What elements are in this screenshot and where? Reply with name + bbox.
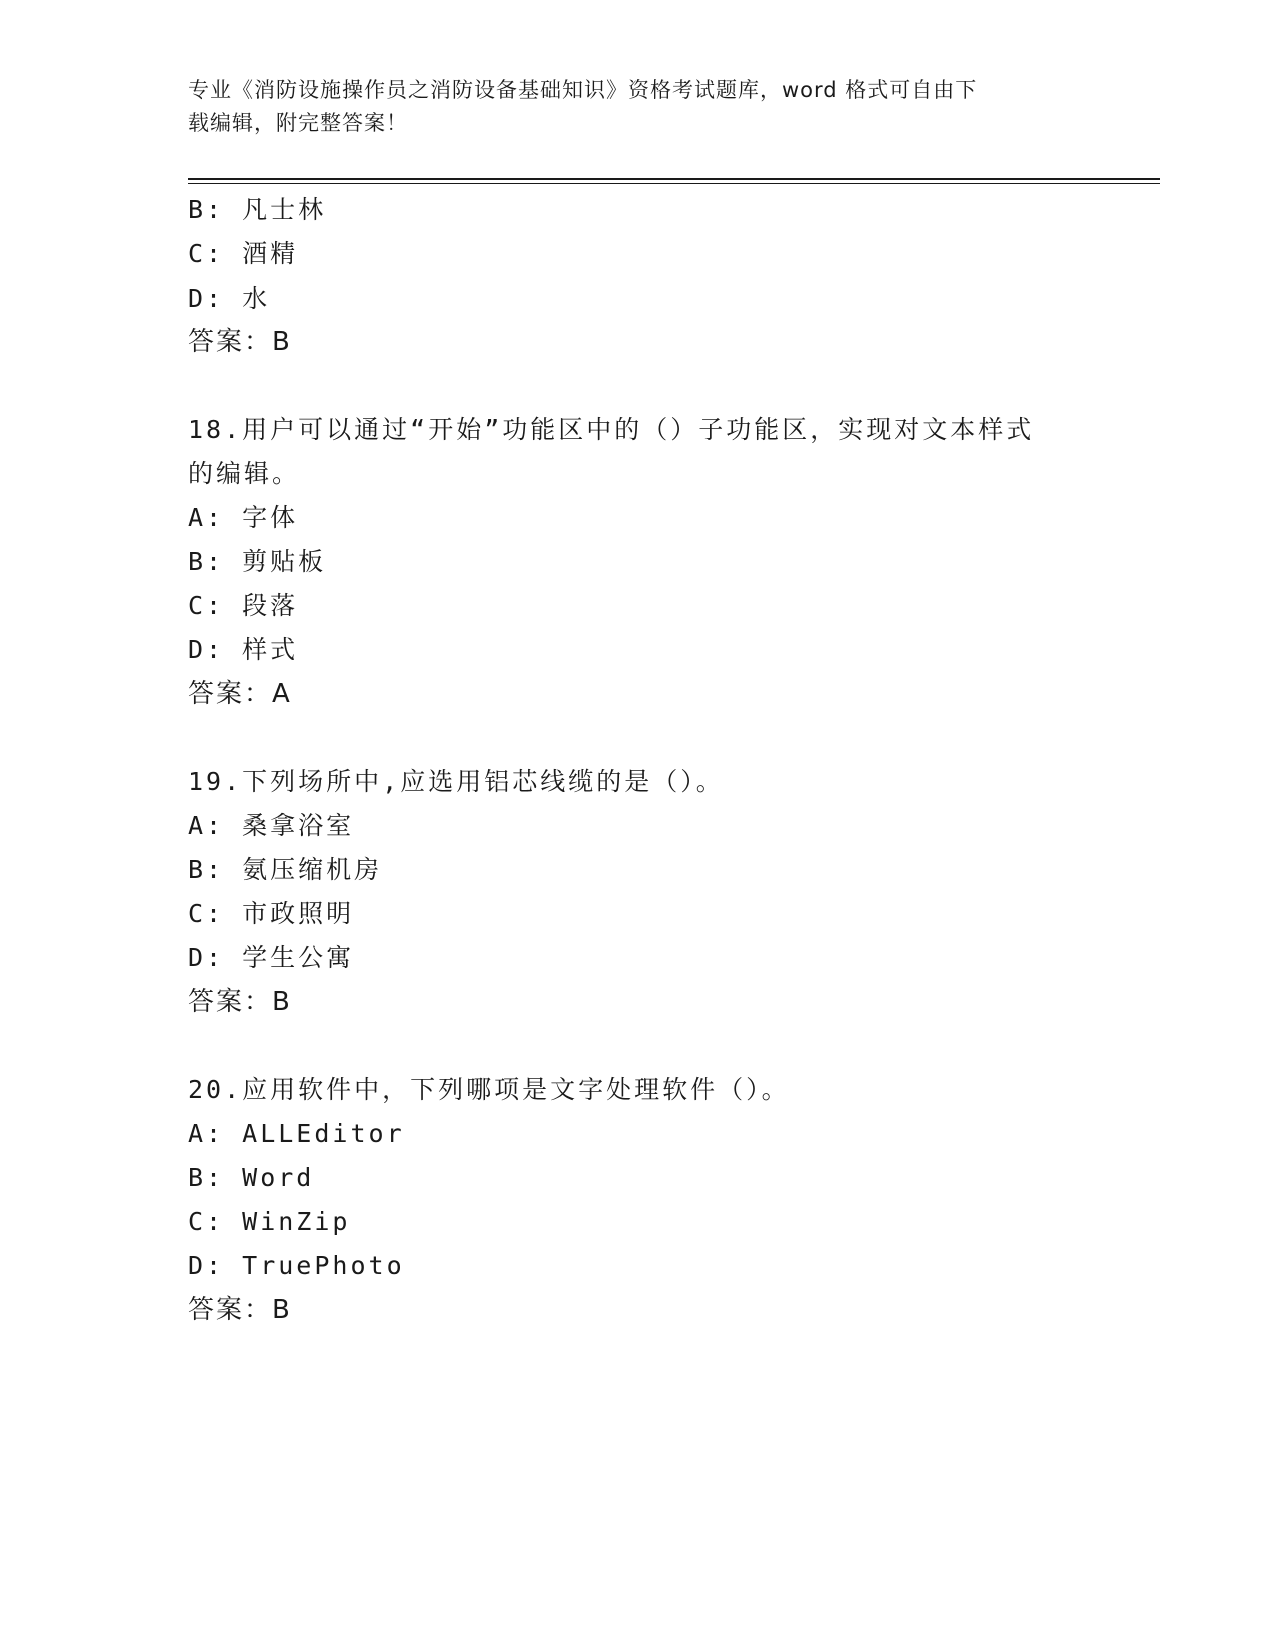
q17-option-c: C: 酒精 <box>188 239 299 268</box>
q20-option-c: C: WinZip <box>188 1207 351 1236</box>
q18-option-d: D: 样式 <box>188 635 299 664</box>
q17-option-b: B: 凡士林 <box>188 195 327 224</box>
q20-stem: 20.应用软件中，下列哪项是文字处理软件（）。 <box>188 1075 790 1104</box>
q19-option-a: A: 桑拿浴室 <box>188 811 355 840</box>
q18-stem-line-2: 的编辑。 <box>188 459 301 488</box>
q19-answer: 答案：B <box>188 987 292 1017</box>
q20-option-d: D: TruePhoto <box>188 1251 405 1280</box>
q18-option-b: B: 剪贴板 <box>188 547 327 576</box>
document-header <box>188 74 1068 140</box>
q20-option-b: B: Word <box>188 1163 315 1192</box>
q20-option-a: A: ALLEditor <box>188 1119 405 1148</box>
q19-stem: 19.下列场所中,应选用铝芯线缆的是（）。 <box>188 767 724 796</box>
q17-answer: 答案：B <box>188 327 292 357</box>
header-divider-thick <box>188 178 1160 180</box>
q19-option-c: C: 市政照明 <box>188 899 355 928</box>
header-line-2: 载编辑，附完整答案！ <box>188 111 408 135</box>
q18-option-a: A: 字体 <box>188 503 299 532</box>
q19-option-d: D: 学生公寓 <box>188 943 355 972</box>
q18-option-c: C: 段落 <box>188 591 299 620</box>
q19-option-b: B: 氨压缩机房 <box>188 855 383 884</box>
q18-stem-line-1: 18.用户可以通过“开始”功能区中的（）子功能区，实现对文本样式 <box>188 415 1035 444</box>
q18-answer: 答案：A <box>188 679 292 709</box>
q17-option-d: D: 水 <box>188 284 271 313</box>
header-divider-thin <box>188 183 1160 184</box>
header-line-1: 专业《消防设施操作员之消防设备基础知识》资格考试题库，word 格式可自由下 <box>188 78 978 102</box>
q20-answer: 答案：B <box>188 1295 292 1325</box>
